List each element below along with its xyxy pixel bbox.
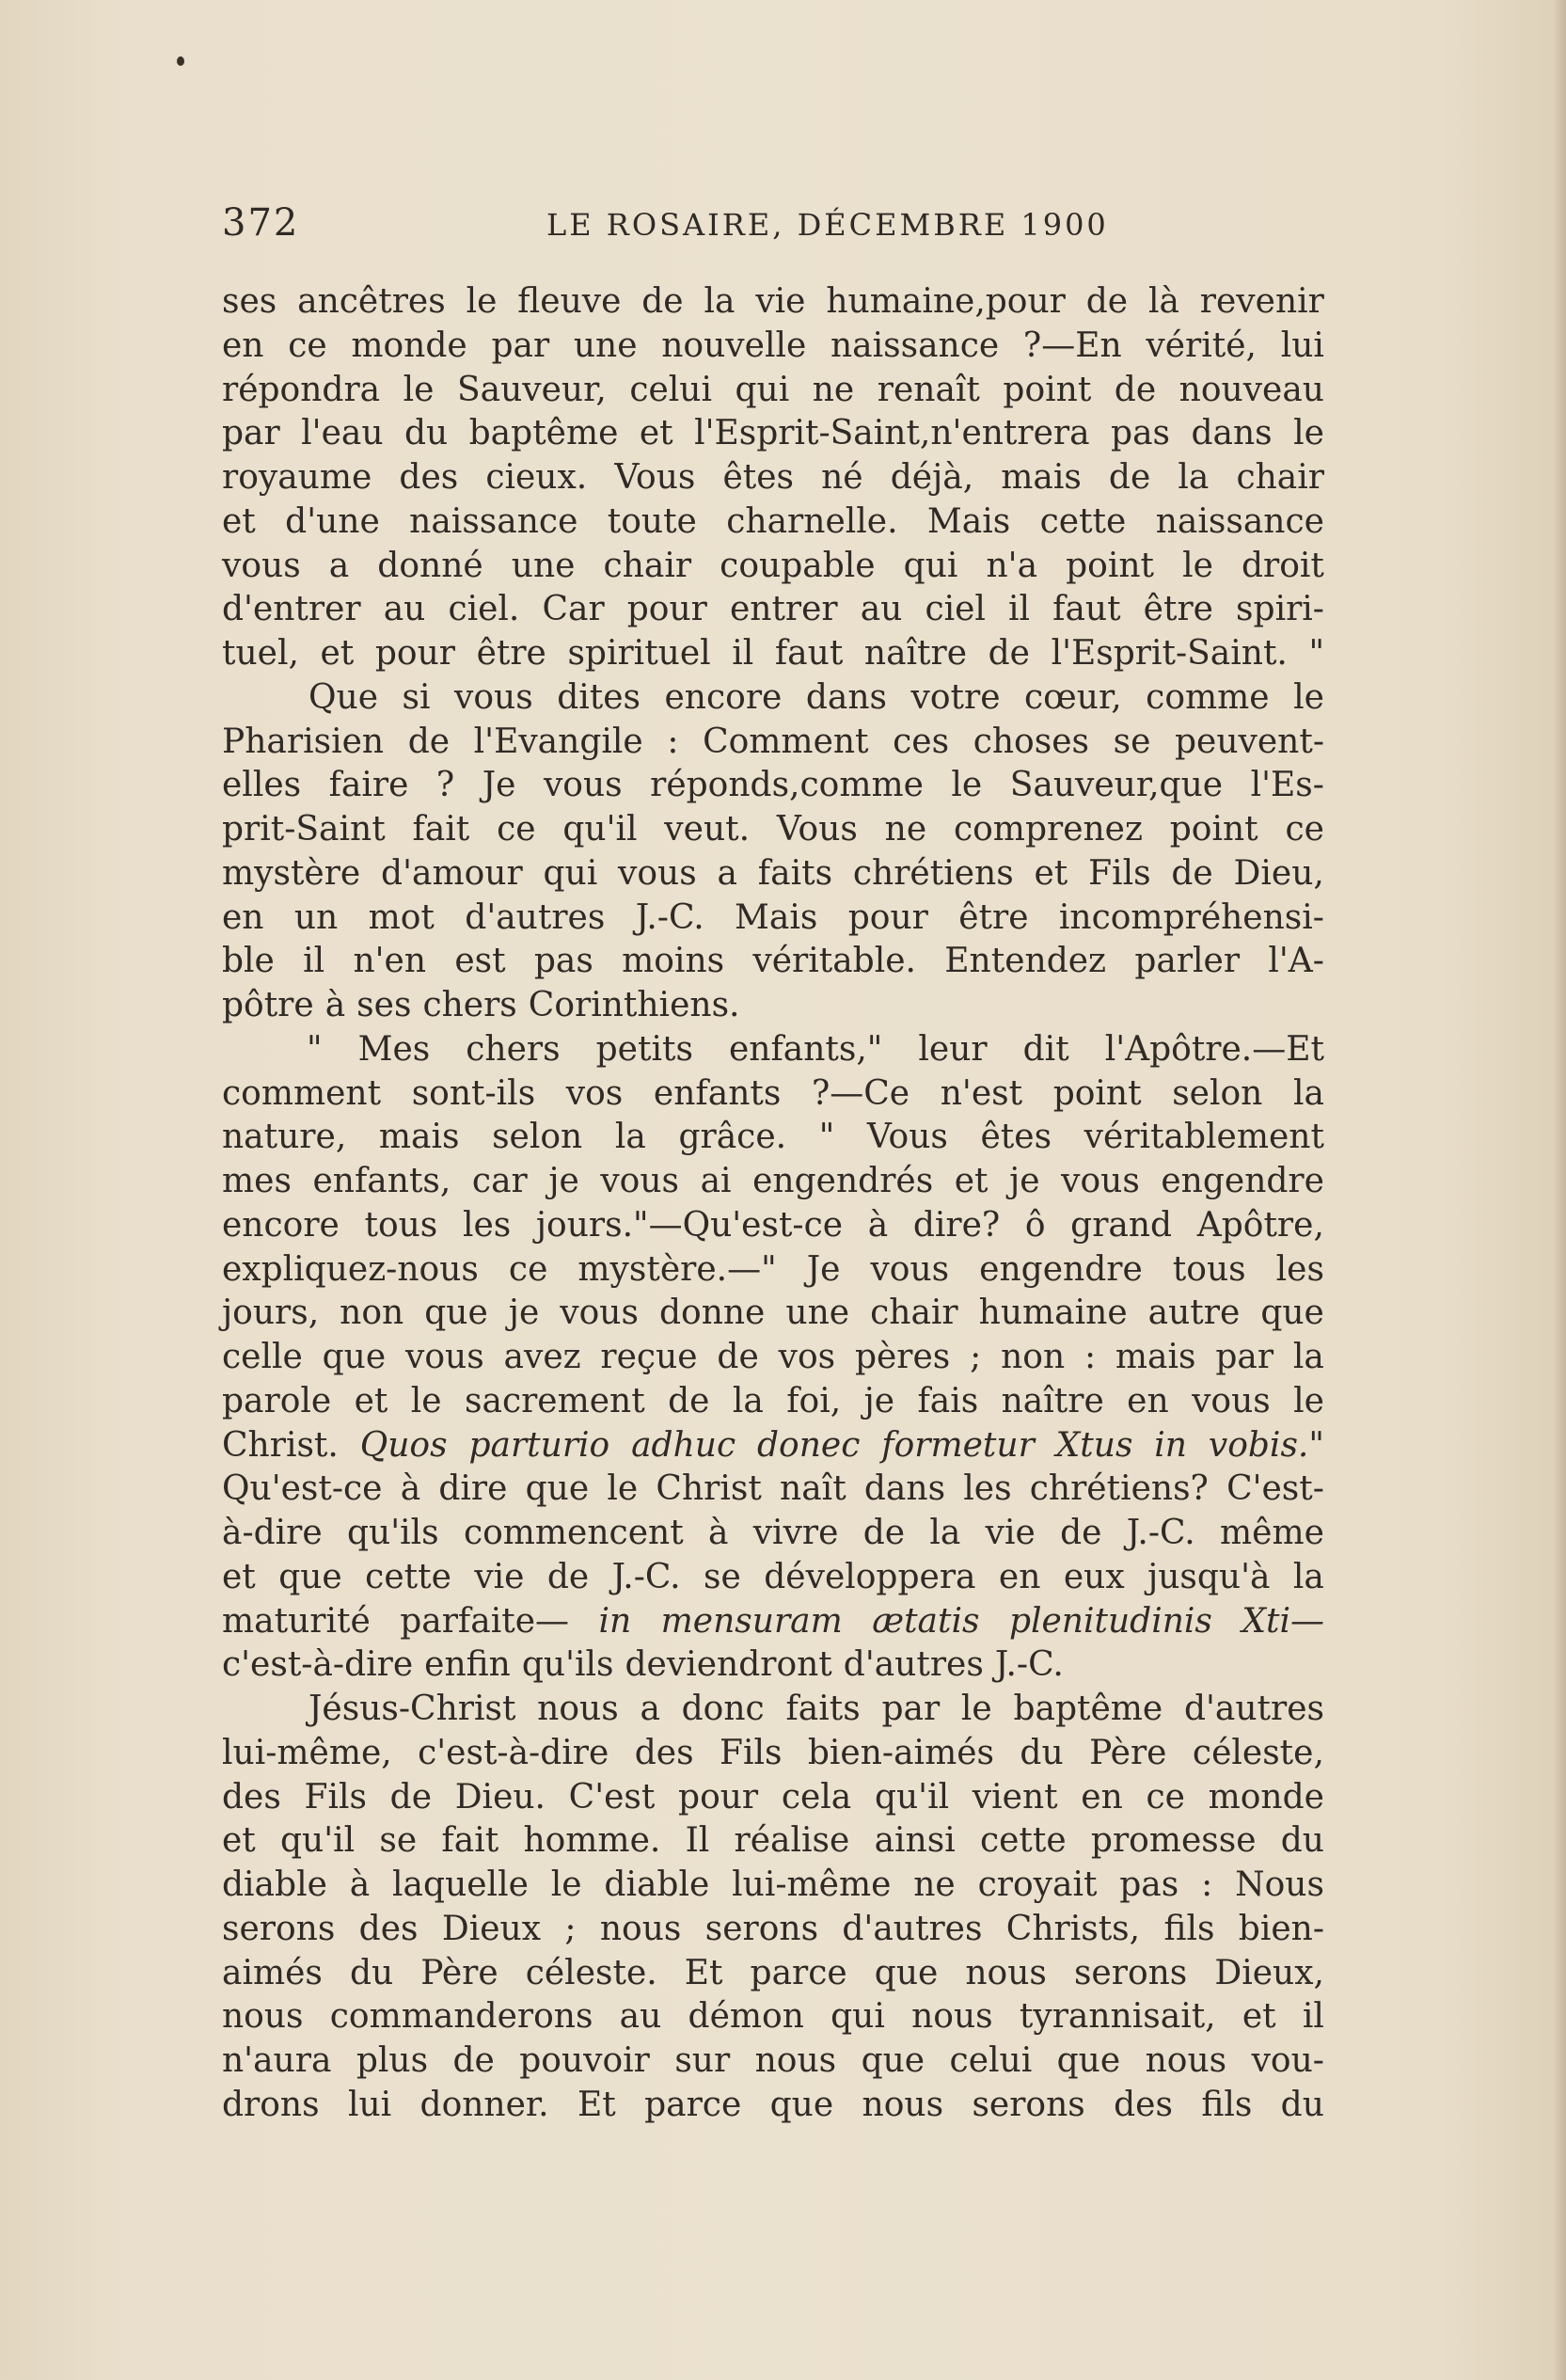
text-line: d'entrer au ciel. Car pour entrer au ciel il faut être spiri- [222,590,1324,629]
text-line: mystère d'amour qui vous a faits chrétiens et Fils de Dieu, [222,853,1324,893]
page-header-title: LE ROSAIRE, DÉCEMBRE 1900 [546,207,1109,243]
text-line: mes enfants, car je vous ai engendrés et je vous engendre [222,1162,1324,1200]
text-line: elles faire ? Je vous réponds,comme le Sauveur,que l'Es- [222,766,1324,805]
text-line: jours, non que je vous donne une chair humaine autre que [222,1293,1324,1333]
text-line: diable à laquelle le diable lui-même ne croyait pas : Nous [222,1865,1324,1904]
text-line: Jésus-Christ nous a donc faits par le baptême d'autres [308,1690,1324,1728]
text-line: " Mes chers petits enfants," leur dit l'Apôtre.—Et [307,1029,1324,1069]
page-edge-shadow [1553,0,1566,2380]
body-text [222,280,1324,2128]
text-line: répondra le Sauveur, celui qui ne renaît point de nouveau [222,370,1324,409]
text-line: tuel, et pour être spirituel il faut naître de l'Esprit-Saint. " [222,634,1324,673]
text-line: parole et le sacrement de la foi, je fais naître en vous le [222,1381,1324,1420]
text-line: Que si vous dites encore dans votre cœur, comme le [308,677,1324,717]
text-line: vous a donné une chair coupable qui n'a point le droit [222,546,1324,585]
text-line: serons des Dieux ; nous serons d'autres Christs, fils bien- [222,1909,1324,1948]
text-line: et qu'il se fait homme. Il réalise ainsi cette promesse du [222,1821,1324,1861]
text-line: ble il n'en est pas moins véritable. Entendez parler l'A- [222,942,1324,981]
text-line: en ce monde par une nouvelle naissance ?—En vérité, lui [222,325,1324,365]
text-line: comment sont-ils vos enfants ?—Ce n'est point selon la [222,1073,1324,1113]
text-line: Qu'est-ce à dire que le Christ naît dans les chrétiens? C'est- [222,1469,1324,1509]
text-line: maturité parfaite— in mensuram ætatis plenitudinis Xti— [222,1601,1324,1641]
text-line: encore tous les jours."—Qu'est-ce à dire? ô grand Apôtre, [222,1205,1324,1245]
text-line: lui-même, c'est-à-dire des Fils bien-aimés du Père céleste, [222,1733,1324,1772]
text-line: drons lui donner. Et parce que nous serons des fils du [222,2085,1324,2124]
text-line: n'aura plus de pouvoir sur nous que celui que nous vou- [222,2041,1324,2080]
text-line: aimés du Père céleste. Et parce que nous serons Dieux, [222,1953,1324,1992]
text-line: c'est-à-dire enfin qu'ils deviendront d'autres J.-C. [222,1645,1064,1685]
text-line: expliquez-nous ce mystère.—" Je vous engendre tous les [222,1249,1324,1289]
text-line: pôtre à ses chers Corinthiens. [222,986,740,1024]
text-line: par l'eau du baptême et l'Esprit-Saint,n'entrera pas dans le [222,414,1324,453]
text-line: nature, mais selon la grâce. " Vous êtes véritablement [222,1118,1324,1157]
text-line: ses ancêtres le fleuve de la vie humaine,pour de là revenir [222,282,1324,321]
text-line: Christ. Quos parturio adhuc donec formetur Xtus in vobis." [222,1425,1324,1465]
text-line: Pharisien de l'Evangile : Comment ces choses se peuvent- [222,722,1324,761]
text-line: nous commanderons au démon qui nous tyrannisait, et il [222,1997,1324,2037]
text-line: prit-Saint fait ce qu'il veut. Vous ne comprenez point ce [222,810,1324,849]
text-line: royaume des cieux. Vous êtes né déjà, mais de la chair [222,458,1324,497]
running-header [222,201,1313,258]
text-line: et d'une naissance toute charnelle. Mais cette naissance [222,501,1324,541]
text-line: et que cette vie de J.-C. se développera en eux jusqu'à la [222,1557,1324,1596]
text-line: en un mot d'autres J.-C. Mais pour être incompréhensi- [222,897,1324,937]
text-line: celle que vous avez reçue de vos pères ; non : mais par la [222,1338,1324,1376]
ink-speck [177,56,184,66]
page-number: 372 [222,201,300,245]
text-line: à-dire qu'ils commencent à vivre de la vie de J.-C. même [222,1514,1324,1552]
text-line: des Fils de Dieu. C'est pour cela qu'il vient en ce monde [222,1777,1324,1817]
